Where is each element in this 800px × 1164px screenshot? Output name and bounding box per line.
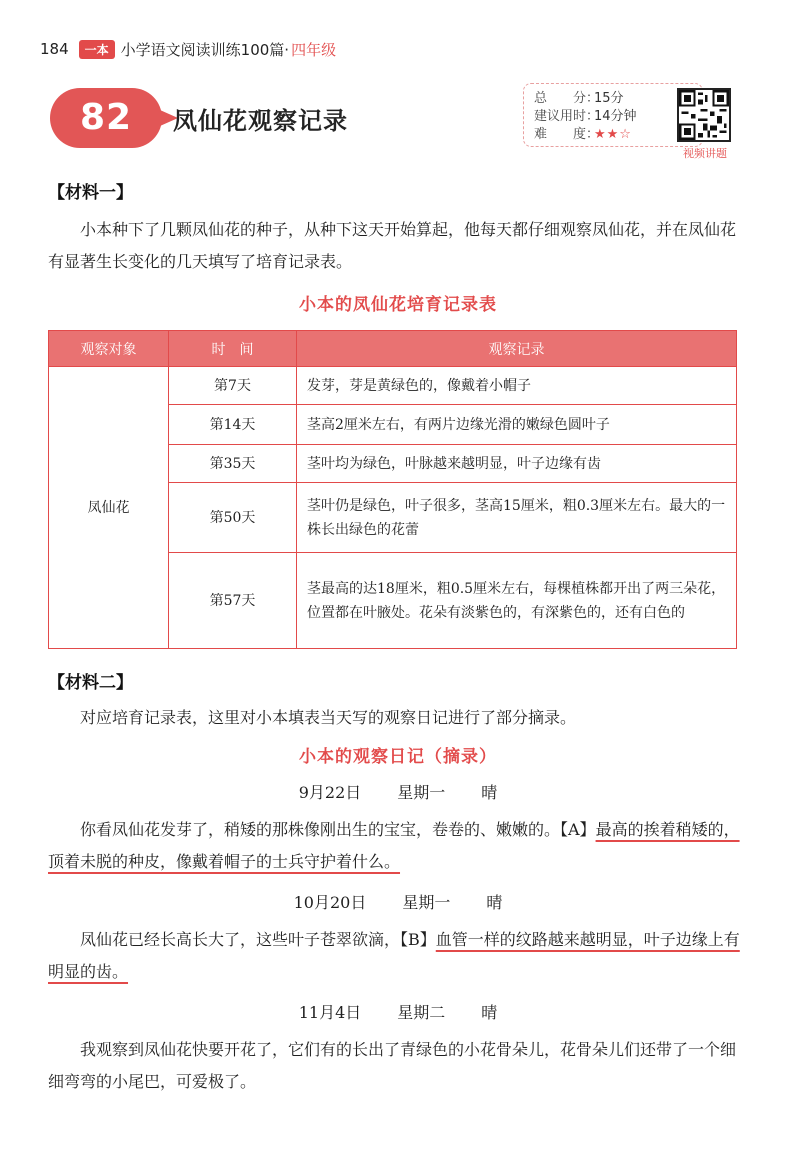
record-table xyxy=(48,330,737,649)
entry-text: 你看凤仙花发芽了，稍矮的那株像刚出生的宝宝，卷卷的、嫩嫩的。【A】 xyxy=(80,820,596,839)
info-total xyxy=(534,90,692,108)
time-cell: 第7天 xyxy=(169,367,297,405)
record-cell: 茎叶均为绿色，叶脉越来越明显，叶子边缘有齿 xyxy=(297,445,737,483)
difficulty-stars: ★★☆ xyxy=(594,127,632,142)
info-difficulty xyxy=(534,126,692,144)
book-title: 小学语文阅读训练100篇· xyxy=(120,40,290,59)
entry-weekday: 星期一 xyxy=(397,783,446,802)
time-cell: 第50天 xyxy=(169,483,297,553)
record-cell: 茎叶仍是绿色，叶子很多，茎高15厘米，粗0.3厘米左右。最大的一株长出绿色的花蕾 xyxy=(297,483,737,553)
material-one-paragraph xyxy=(48,214,748,278)
header-time: 时 间 xyxy=(169,331,297,367)
underlined-sentence-a: 最高的挨着稍矮的，顶着未脱的种皮，像戴着帽子的士兵守护着什么。 xyxy=(48,820,740,871)
lesson-number-badge xyxy=(50,88,162,148)
underlined-sentence-b: 血管一样的纹路越来越明显，叶子边缘上有明显的齿。 xyxy=(48,930,740,981)
time-cell: 第35天 xyxy=(169,445,297,483)
entry-weekday: 星期一 xyxy=(402,893,451,912)
material-two-heading: 【材料二】 xyxy=(48,673,133,693)
info-total-label: 总 分： xyxy=(534,91,600,106)
diary-entry-2-text xyxy=(48,924,748,988)
entry-weather: 晴 xyxy=(481,783,498,802)
record-cell: 茎高2厘米左右，有两片边缘光滑的嫩绿色圆叶子 xyxy=(297,405,737,445)
diary-entry-2-date xyxy=(48,890,748,913)
table-header-row xyxy=(49,331,737,367)
material-one-text: 小本种下了几颗凤仙花的种子，从种下这天开始算起，他每天都仔细观察凤仙花，并在凤仙花有显著生长变化的几天填写了培育记录表。 xyxy=(48,220,737,271)
lesson-title: 凤仙花观察记录 xyxy=(173,107,348,135)
entry-weather: 晴 xyxy=(481,1003,498,1022)
lesson-header xyxy=(40,83,760,160)
qr-caption[interactable]: 视频讲题 xyxy=(683,147,727,160)
diary-entry-1-date xyxy=(48,780,748,803)
time-cell: 第14天 xyxy=(169,405,297,445)
entry-date: 9月22日 xyxy=(298,783,362,802)
entry-weather: 晴 xyxy=(486,893,503,912)
info-difficulty-label: 难 度： xyxy=(534,127,600,142)
info-time xyxy=(534,108,692,126)
grade-label: 四年级 xyxy=(291,40,337,59)
entry-text: 凤仙花已经长高长大了，这些叶子苍翠欲滴，【B】 xyxy=(80,930,436,949)
running-head xyxy=(40,38,336,60)
lesson-number: 82 xyxy=(79,97,133,138)
material-two-text: 对应培育记录表，这里对小本填表当天写的观察日记进行了部分摘录。 xyxy=(80,708,577,727)
record-cell: 发芽，芽是黄绿色的，像戴着小帽子 xyxy=(297,367,737,405)
info-time-value: 14分钟 xyxy=(594,109,637,124)
entry-weekday: 星期二 xyxy=(397,1003,446,1022)
time-cell: 第57天 xyxy=(169,553,297,649)
brand-badge: 一本 xyxy=(79,40,115,59)
diary-entry-3-text xyxy=(48,1034,748,1098)
entry-text: 我观察到凤仙花快要开花了，它们有的长出了青绿色的小花骨朵儿，花骨朵儿们还带了一个细细弯弯的小尾巴，可爱极了。 xyxy=(48,1040,737,1091)
entry-date: 11月4日 xyxy=(298,1003,362,1022)
info-total-value: 15分 xyxy=(594,91,624,106)
page-number: 184 xyxy=(40,40,69,58)
qr-code-icon[interactable] xyxy=(677,88,731,142)
header-subject: 观察对象 xyxy=(49,331,169,367)
info-box xyxy=(523,83,703,147)
diary-title: 小本的观察日记（摘录） xyxy=(299,747,497,767)
material-two-paragraph xyxy=(48,702,748,734)
material-one-heading: 【材料一】 xyxy=(48,183,133,203)
header-record: 观察记录 xyxy=(297,331,737,367)
diary-entry-3-date xyxy=(48,1000,748,1023)
record-cell: 茎最高的达18厘米，粗0.5厘米左右，每棵植株都开出了两三朵花，位置都在叶腋处。花朵有淡紫色的，有深紫色的，还有白色的 xyxy=(297,553,737,649)
subject-cell: 凤仙花 xyxy=(49,367,169,649)
entry-date: 10月20日 xyxy=(293,893,367,912)
table-title: 小本的凤仙花培育记录表 xyxy=(299,295,497,315)
table-row xyxy=(49,367,737,405)
diary-entry-1-text xyxy=(48,814,748,878)
info-time-label: 建议用时： xyxy=(534,109,600,124)
